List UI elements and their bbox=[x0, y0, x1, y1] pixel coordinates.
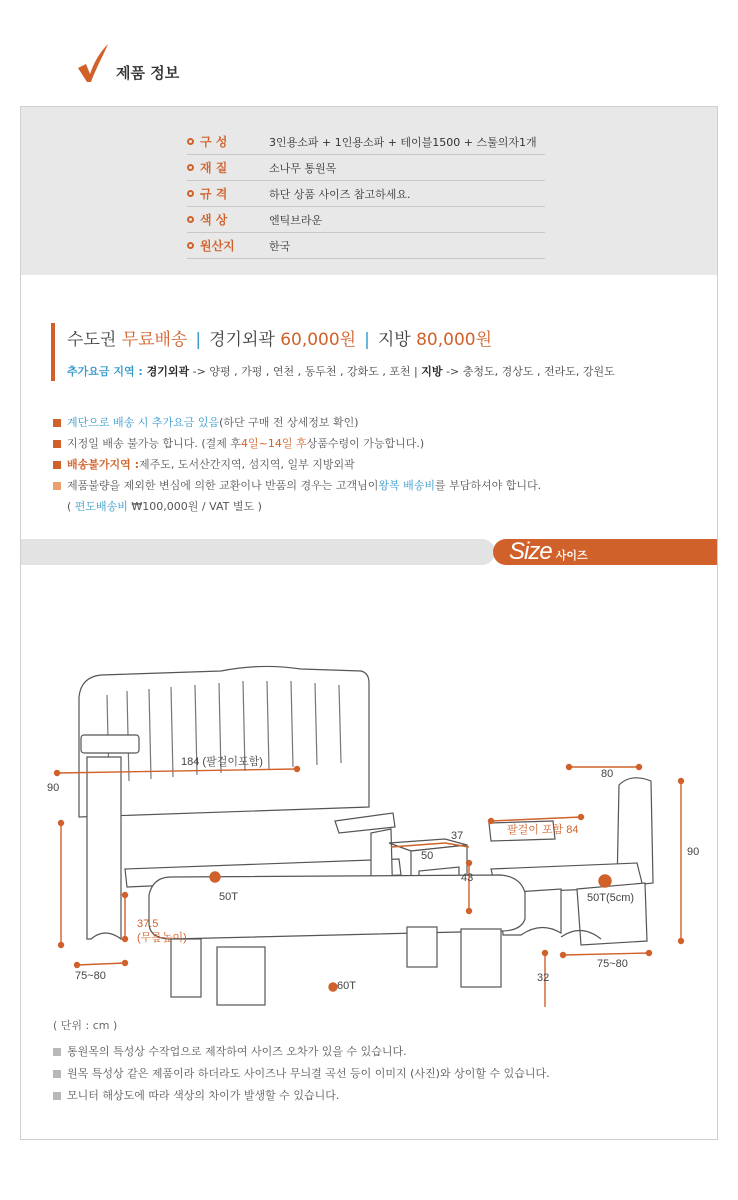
sofa1-height-label: 90 bbox=[687, 846, 700, 858]
sofa3-seat-h-note: (무릎높이) bbox=[137, 932, 187, 944]
footnote-item: 통원목의 특성상 수작업으로 제작하여 사이즈 오차가 있을 수 있습니다. bbox=[53, 1041, 550, 1063]
table-top-t-label: 60T bbox=[337, 980, 356, 992]
footnotes bbox=[53, 1041, 550, 1107]
sofa3-depth-label: 75~80 bbox=[75, 970, 106, 982]
size-heading-kr: 사이즈 bbox=[555, 549, 588, 562]
bullet-circle-icon bbox=[187, 190, 194, 197]
spec-row bbox=[187, 129, 545, 155]
spec-value: 엔틱브라운 bbox=[269, 213, 323, 227]
checkmark-icon bbox=[76, 44, 110, 84]
bullet-circle-icon bbox=[187, 242, 194, 249]
spec-label: 원산지 bbox=[200, 239, 235, 253]
spec-panel bbox=[21, 107, 717, 275]
bullet-square-icon bbox=[53, 419, 61, 427]
stool-height-label: 43 bbox=[461, 872, 474, 884]
section-title: 제품 정보 bbox=[116, 63, 180, 82]
notice-item: 지정일 배송 불가능 합니다. (결제 후 4일~14일 후 상품수령이 가능합니다.) bbox=[53, 433, 541, 454]
table-leg bbox=[461, 929, 501, 987]
sofa3-seat-h-label: 37.5 bbox=[137, 918, 159, 930]
spec-label: 색 상 bbox=[200, 213, 228, 227]
stool-width-label: 50 bbox=[421, 850, 434, 862]
notice-item: ( 편도배송비 ₩100,000원 / VAT 별도 ) bbox=[67, 500, 262, 513]
sofa3-left-arm bbox=[81, 735, 139, 753]
spec-label: 규 격 bbox=[200, 187, 228, 201]
notice-item: 계단으로 배송 시 추가요금 있음 (하단 구매 전 상세정보 확인) bbox=[53, 412, 541, 433]
sofa3-seat-t-label: 50T bbox=[219, 891, 238, 903]
spec-row bbox=[187, 181, 545, 207]
delivery-notices bbox=[53, 412, 541, 517]
stool-depth-label: 37 bbox=[451, 830, 464, 842]
extra-fee-regions: 추가요금 지역 : 경기외곽 -> 양평 , 가평 , 연천 , 동두천 , 강화도 , 포천 | 지방 -> 충청도, 경상도 , 전라도, 강원도 bbox=[67, 365, 615, 378]
sofa1-arm-label: 팔걸이 포함 84 bbox=[507, 824, 579, 836]
notice-item: 제품불량을 제외한 변심에 의한 교환이나 반품의 경우는 고객님이 왕복 배송비 를 부담하셔야 합니다. bbox=[53, 475, 541, 496]
spec-value: 3인용소파 + 1인용소파 + 테이블1500 + 스툴의자1개 bbox=[269, 135, 537, 149]
bullet-square-icon bbox=[53, 461, 61, 469]
spec-value: 하단 상품 사이즈 참고하세요. bbox=[269, 187, 411, 201]
bullet-square-icon bbox=[53, 1070, 61, 1078]
sofa3-width-label: 184 (팔걸이포함) bbox=[181, 756, 263, 768]
spec-label: 구 성 bbox=[200, 135, 228, 149]
bullet-square-icon bbox=[53, 1092, 61, 1100]
spec-value: 소나무 통원목 bbox=[269, 161, 337, 175]
product-info-frame bbox=[20, 106, 718, 1140]
shipping-prices: 수도권 무료배송 | 경기외곽 60,000원 | 지방 80,000원 bbox=[67, 330, 492, 350]
furniture-size-diagram bbox=[21, 577, 717, 1007]
bullet-square-icon bbox=[53, 482, 61, 490]
sofa1-width-label: 80 bbox=[601, 768, 614, 780]
size-section-bar bbox=[21, 539, 717, 565]
section-header bbox=[76, 44, 179, 84]
spec-row bbox=[187, 233, 545, 259]
spec-row bbox=[187, 155, 545, 181]
bullet-circle-icon bbox=[187, 138, 194, 145]
sofa1-seat-t-label: 50T(5cm) bbox=[587, 892, 635, 904]
spec-label: 재 질 bbox=[200, 161, 228, 175]
spec-value: 한국 bbox=[269, 239, 291, 253]
table-height-label: 32 bbox=[537, 972, 550, 984]
table-leg bbox=[171, 939, 201, 997]
notice-item: 배송불가지역 : 제주도, 도서산간지역, 섬지역, 일부 지방외곽 bbox=[53, 454, 541, 475]
sofa3-left-leg bbox=[87, 757, 121, 939]
sofa3-height-label: 90 bbox=[47, 782, 60, 794]
bullet-square-icon bbox=[53, 440, 61, 448]
table-leg bbox=[217, 947, 265, 1005]
size-heading: Size bbox=[509, 538, 552, 565]
footnote-item: 모니터 해상도에 따라 색상의 차이가 발생할 수 있습니다. bbox=[53, 1085, 550, 1107]
units-label: ( 단위 : cm ) bbox=[53, 1019, 118, 1032]
bullet-circle-icon bbox=[187, 216, 194, 223]
bullet-circle-icon bbox=[187, 164, 194, 171]
table-leg bbox=[407, 927, 437, 967]
shipping-accent-bar bbox=[51, 323, 55, 381]
sofa1-depth-label: 75~80 bbox=[597, 958, 628, 970]
spec-row bbox=[187, 207, 545, 233]
footnote-item: 원목 특성상 같은 제품이라 하더라도 사이즈나 무늬결 곡선 등이 이미지 (사진)와 상이할 수 있습니다. bbox=[53, 1063, 550, 1085]
bullet-square-icon bbox=[53, 1048, 61, 1056]
